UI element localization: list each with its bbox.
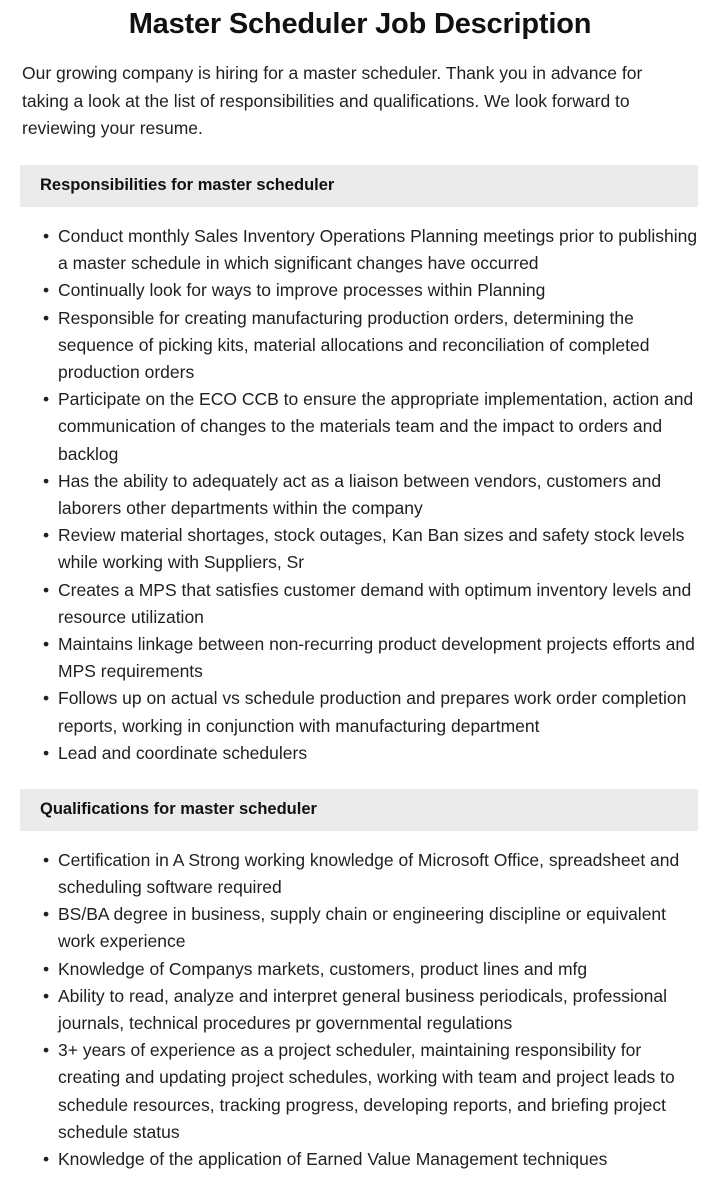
list-item (43, 577, 698, 631)
list-item-text: Maintains linkage between non-recurring product development projects efforts and MPS requirements (58, 633, 695, 682)
bullet-icon: • (43, 904, 50, 925)
list-item (43, 223, 698, 277)
intro-paragraph: Our growing company is hiring for a master scheduler. Thank you in advance for taking a look at the list of responsibilities and qualifications. We look forward to reviewing your resume. (22, 62, 643, 139)
list-item (43, 847, 698, 901)
bullet-icon: • (43, 470, 50, 491)
bullet-icon: • (43, 579, 50, 600)
list-item (43, 983, 698, 1037)
bullet-icon: • (43, 742, 50, 763)
list-item (43, 522, 698, 576)
list-item (43, 1146, 698, 1173)
qualifications-list (0, 831, 720, 1173)
list-item-text: Participate on the ECO CCB to ensure the appropriate implementation, action and communication of changes to the materials team and the impact to orders and backlog (58, 389, 694, 464)
list-item (43, 386, 698, 468)
list-item (43, 1037, 698, 1146)
bullet-icon: • (43, 633, 50, 654)
bullet-icon: • (43, 849, 50, 870)
list-item-text: Follows up on actual vs schedule production and prepares work order completion reports, working in conjunction with manufacturing department (58, 688, 687, 736)
list-item (43, 468, 698, 522)
list-item-text: Continually look for ways to improve processes within Planning (58, 280, 546, 301)
list-item (43, 901, 698, 955)
responsibilities-header (20, 165, 698, 207)
list-item (43, 305, 698, 387)
bullet-icon: • (43, 525, 50, 546)
list-item (43, 956, 698, 983)
list-item-text: BS/BA degree in business, supply chain or engineering discipline or equivalent work experience (58, 904, 667, 952)
qualifications-header (20, 789, 698, 831)
qualifications-heading-text: Qualifications for master scheduler (40, 799, 317, 818)
list-item-text: Has the ability to adequately act as a liaison between vendors, customers and laborers other departments within the company (58, 470, 662, 518)
bullet-icon: • (43, 985, 50, 1006)
list-item-text: Review material shortages, stock outages, Kan Ban sizes and safety stock levels while working with Suppliers, Sr (58, 525, 685, 573)
list-item-text: Knowledge of Companys markets, customers, product lines and mfg (58, 958, 588, 979)
responsibilities-section (0, 165, 720, 767)
bullet-icon: • (43, 307, 50, 328)
bullet-icon: • (43, 280, 50, 301)
bullet-icon: • (43, 1040, 50, 1061)
bullet-icon: • (43, 1149, 50, 1170)
list-item (43, 631, 698, 685)
page-bottom-spacer (0, 1173, 720, 1191)
list-item (43, 685, 698, 739)
page-title: Master Scheduler Job Description (128, 8, 592, 40)
bullet-icon: • (43, 225, 50, 246)
list-item-text: 3+ years of experience as a project scheduler, maintaining responsibility for creating and updating project schedules, working with team and project leads to schedule resources, tracking progress, developing reports, and briefing project schedule status (58, 1040, 675, 1142)
qualifications-section (0, 789, 720, 1173)
responsibilities-heading-text: Responsibilities for master scheduler (40, 176, 335, 195)
bullet-icon: • (43, 389, 50, 410)
list-item-text: Lead and coordinate schedulers (58, 742, 308, 763)
list-item (43, 740, 698, 767)
list-item-text: Conduct monthly Sales Inventory Operations Planning meetings prior to publishing a master schedule in which significant changes have occurred (58, 225, 698, 274)
bullet-icon: • (43, 958, 50, 979)
list-item-text: Creates a MPS that satisfies customer demand with optimum inventory levels and resource utilization (58, 579, 692, 627)
responsibilities-list (0, 207, 720, 767)
list-item-text: Ability to read, analyze and interpret general business periodicals, professional journals, technical procedures pr governmental regulations (58, 985, 667, 1033)
list-item (43, 277, 698, 304)
list-item-text: Responsible for creating manufacturing production orders, determining the sequence of picking kits, material allocations and reconciliation of completed production orders (58, 307, 650, 382)
list-item-text: Knowledge of the application of Earned Value Management techniques (58, 1149, 608, 1170)
list-item-text: Certification in A Strong working knowledge of Microsoft Office, spreadsheet and scheduling software required (58, 849, 680, 897)
bullet-icon: • (43, 688, 50, 709)
